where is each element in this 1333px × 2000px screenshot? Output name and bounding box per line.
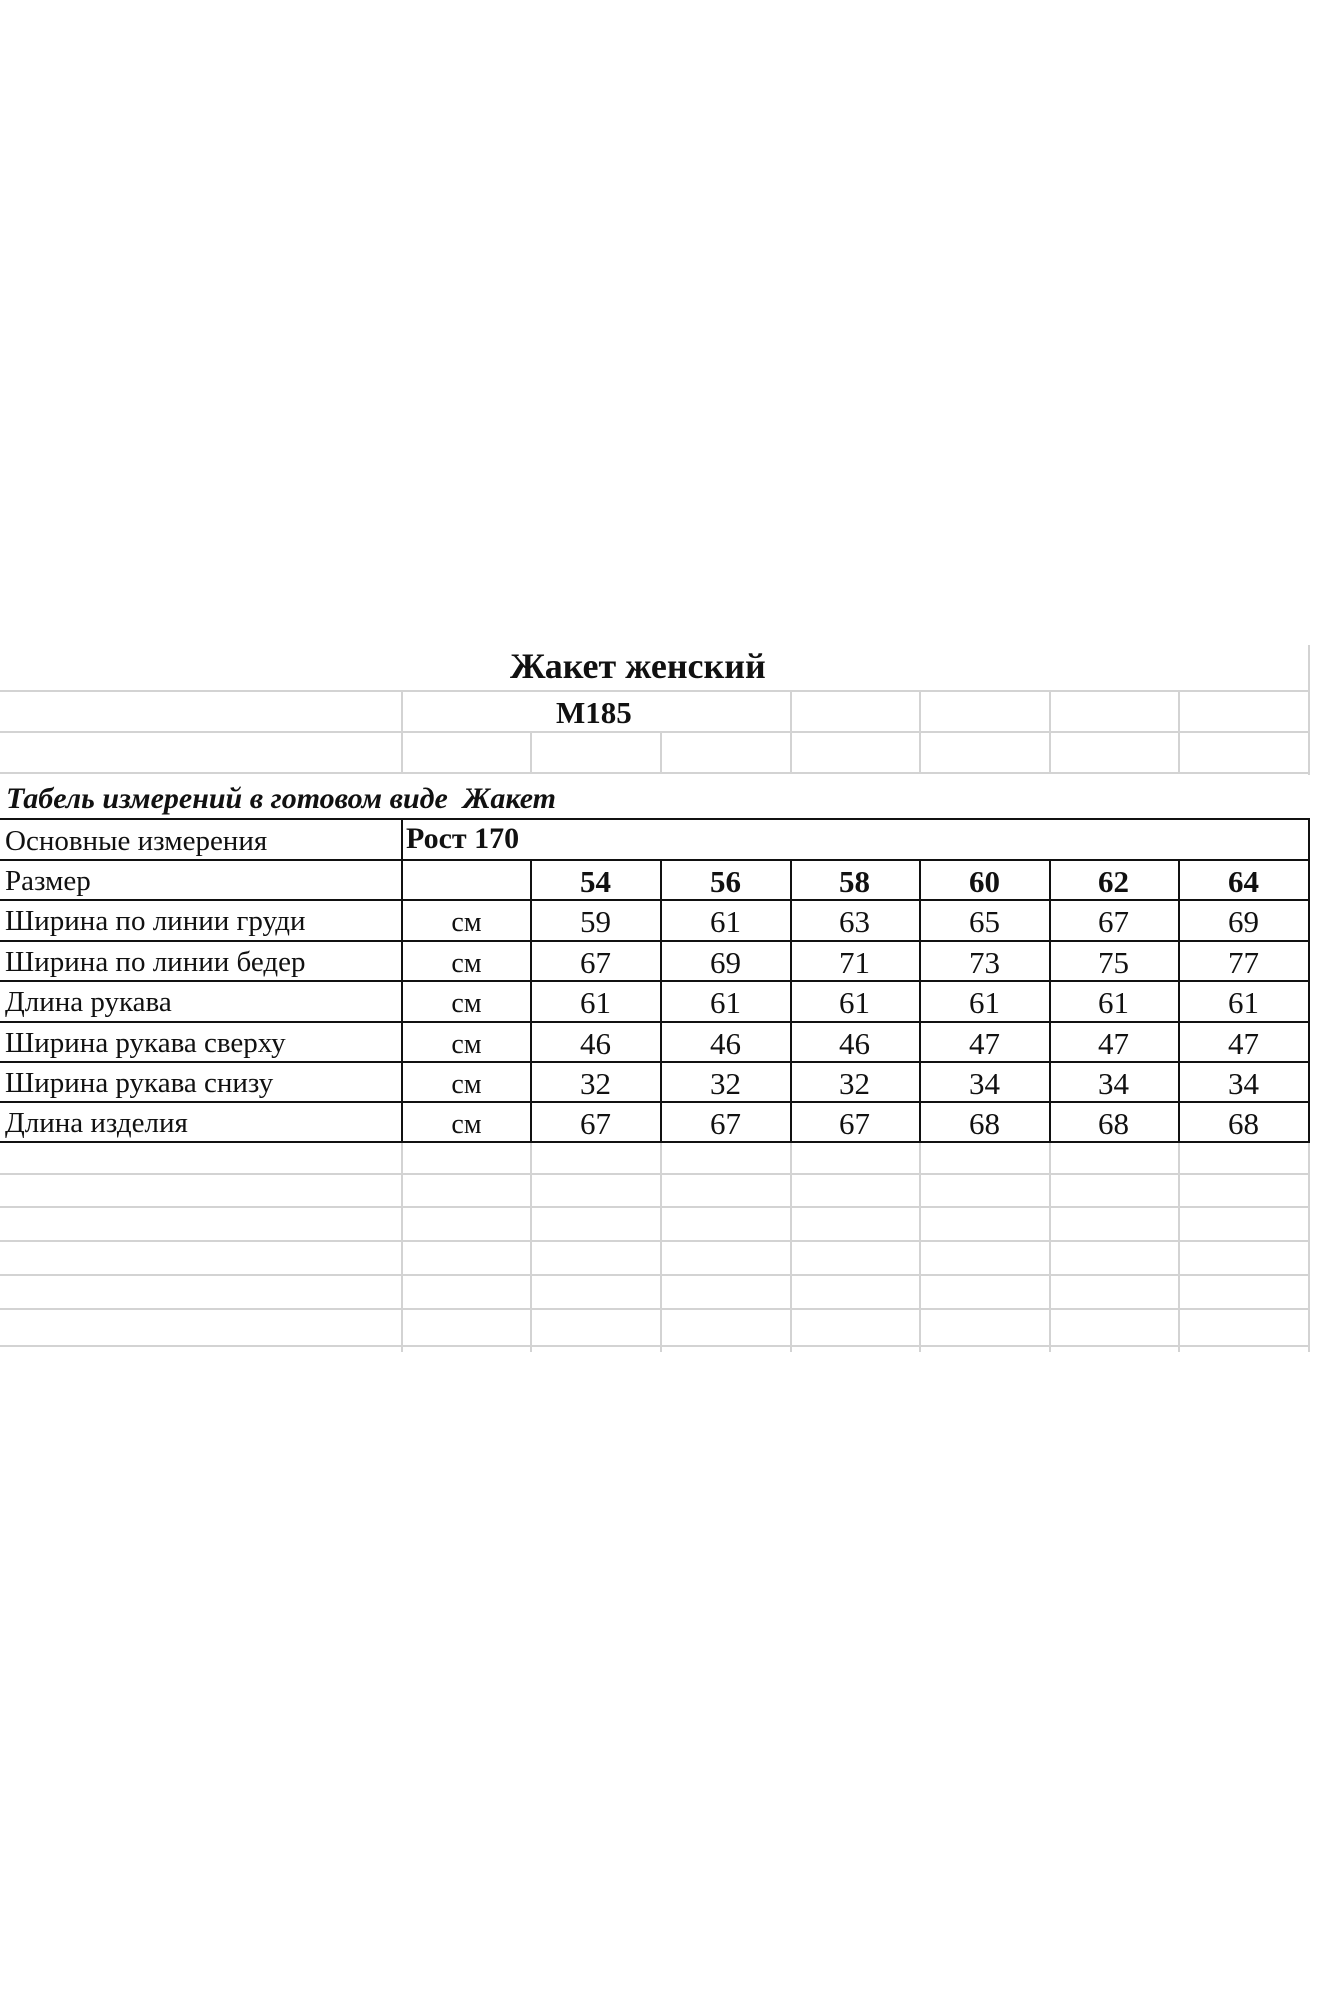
measurement-name: Ширина рукава снизу bbox=[5, 1067, 274, 1099]
value-cell: 47 bbox=[1228, 1026, 1259, 1061]
gridline bbox=[660, 731, 662, 772]
value-cell: 61 bbox=[839, 985, 870, 1020]
table-caption-text: Табель измерений в готовом виде bbox=[6, 782, 448, 815]
table-border bbox=[0, 1141, 1310, 1143]
value-cell: 61 bbox=[710, 904, 741, 939]
model-code: M185 bbox=[556, 695, 632, 730]
value-cell: 68 bbox=[1098, 1106, 1129, 1141]
value-cell: 47 bbox=[969, 1026, 1000, 1061]
value-cell: 73 bbox=[969, 945, 1000, 980]
gridline bbox=[919, 690, 921, 772]
value-cell: 67 bbox=[580, 945, 611, 980]
value-cell: 69 bbox=[710, 945, 741, 980]
gridline bbox=[1049, 690, 1051, 772]
gridline bbox=[0, 1274, 1310, 1276]
size-cell: 56 bbox=[710, 864, 741, 899]
value-cell: 34 bbox=[969, 1066, 1000, 1101]
table-caption bbox=[6, 784, 556, 814]
value-cell: 61 bbox=[1098, 985, 1129, 1020]
gridline bbox=[1178, 1142, 1180, 1352]
value-cell: 32 bbox=[580, 1066, 611, 1101]
value-cell: 63 bbox=[839, 904, 870, 939]
table-border bbox=[0, 859, 1310, 861]
table-border bbox=[0, 980, 1310, 982]
value-cell: 34 bbox=[1098, 1066, 1129, 1101]
unit-cell: см bbox=[451, 1069, 482, 1100]
size-label: Размер bbox=[5, 865, 91, 897]
gridline bbox=[530, 731, 532, 772]
table-border bbox=[0, 940, 1310, 942]
gridline bbox=[0, 1240, 1310, 1242]
measurement-name: Ширина рукава сверху bbox=[5, 1027, 286, 1059]
header-measurements-label: Основные измерения bbox=[5, 825, 268, 857]
gridline bbox=[1178, 690, 1180, 772]
gridline bbox=[0, 1345, 1310, 1347]
value-cell: 59 bbox=[580, 904, 611, 939]
table-border bbox=[1308, 818, 1310, 1143]
value-cell: 75 bbox=[1098, 945, 1129, 980]
gridline bbox=[0, 690, 1310, 692]
gridline bbox=[0, 731, 1310, 733]
value-cell: 67 bbox=[839, 1106, 870, 1141]
measurement-name: Длина изделия bbox=[5, 1107, 188, 1139]
gridline bbox=[401, 1142, 403, 1352]
measurement-name: Длина рукава bbox=[5, 986, 172, 1018]
value-cell: 46 bbox=[580, 1026, 611, 1061]
table-border bbox=[0, 1061, 1310, 1063]
size-cell: 64 bbox=[1228, 864, 1259, 899]
value-cell: 32 bbox=[710, 1066, 741, 1101]
value-cell: 67 bbox=[580, 1106, 611, 1141]
gridline bbox=[0, 1206, 1310, 1208]
unit-cell: см bbox=[451, 1109, 482, 1140]
size-cell: 62 bbox=[1098, 864, 1129, 899]
value-cell: 69 bbox=[1228, 904, 1259, 939]
gridline bbox=[1308, 1142, 1310, 1352]
value-cell: 46 bbox=[839, 1026, 870, 1061]
unit-cell: см bbox=[451, 1029, 482, 1060]
gridline bbox=[401, 690, 403, 772]
table-caption-item: Жакет bbox=[462, 782, 556, 815]
measurement-name: Ширина по линии груди bbox=[5, 905, 306, 937]
value-cell: 47 bbox=[1098, 1026, 1129, 1061]
value-cell: 34 bbox=[1228, 1066, 1259, 1101]
gridline bbox=[1049, 1142, 1051, 1352]
unit-cell: см bbox=[451, 907, 482, 938]
value-cell: 32 bbox=[839, 1066, 870, 1101]
size-cell: 54 bbox=[580, 864, 611, 899]
table-border bbox=[0, 1101, 1310, 1103]
value-cell: 61 bbox=[969, 985, 1000, 1020]
table-border bbox=[0, 1021, 1310, 1023]
value-cell: 67 bbox=[1098, 904, 1129, 939]
gridline bbox=[919, 1142, 921, 1352]
gridline bbox=[790, 690, 792, 772]
value-cell: 67 bbox=[710, 1106, 741, 1141]
gridline bbox=[0, 1308, 1310, 1310]
value-cell: 68 bbox=[969, 1106, 1000, 1141]
gridline bbox=[1308, 645, 1310, 775]
value-cell: 46 bbox=[710, 1026, 741, 1061]
gridline bbox=[0, 1173, 1310, 1175]
value-cell: 68 bbox=[1228, 1106, 1259, 1141]
value-cell: 61 bbox=[1228, 985, 1259, 1020]
value-cell: 61 bbox=[580, 985, 611, 1020]
gridline bbox=[790, 1142, 792, 1352]
value-cell: 71 bbox=[839, 945, 870, 980]
table-border bbox=[0, 899, 1310, 901]
gridline bbox=[530, 1142, 532, 1352]
measurement-name: Ширина по линии бедер bbox=[5, 946, 306, 978]
value-cell: 65 bbox=[969, 904, 1000, 939]
value-cell: 61 bbox=[710, 985, 741, 1020]
table-border bbox=[0, 818, 1310, 820]
height-label: Рост 170 bbox=[406, 822, 520, 855]
size-cell: 58 bbox=[839, 864, 870, 899]
unit-cell: см bbox=[451, 948, 482, 979]
size-cell: 60 bbox=[969, 864, 1000, 899]
gridline bbox=[660, 1142, 662, 1352]
value-cell: 77 bbox=[1228, 945, 1259, 980]
unit-cell: см bbox=[451, 988, 482, 1019]
document-title: Жакет женский bbox=[510, 646, 766, 686]
gridline bbox=[0, 772, 1310, 774]
